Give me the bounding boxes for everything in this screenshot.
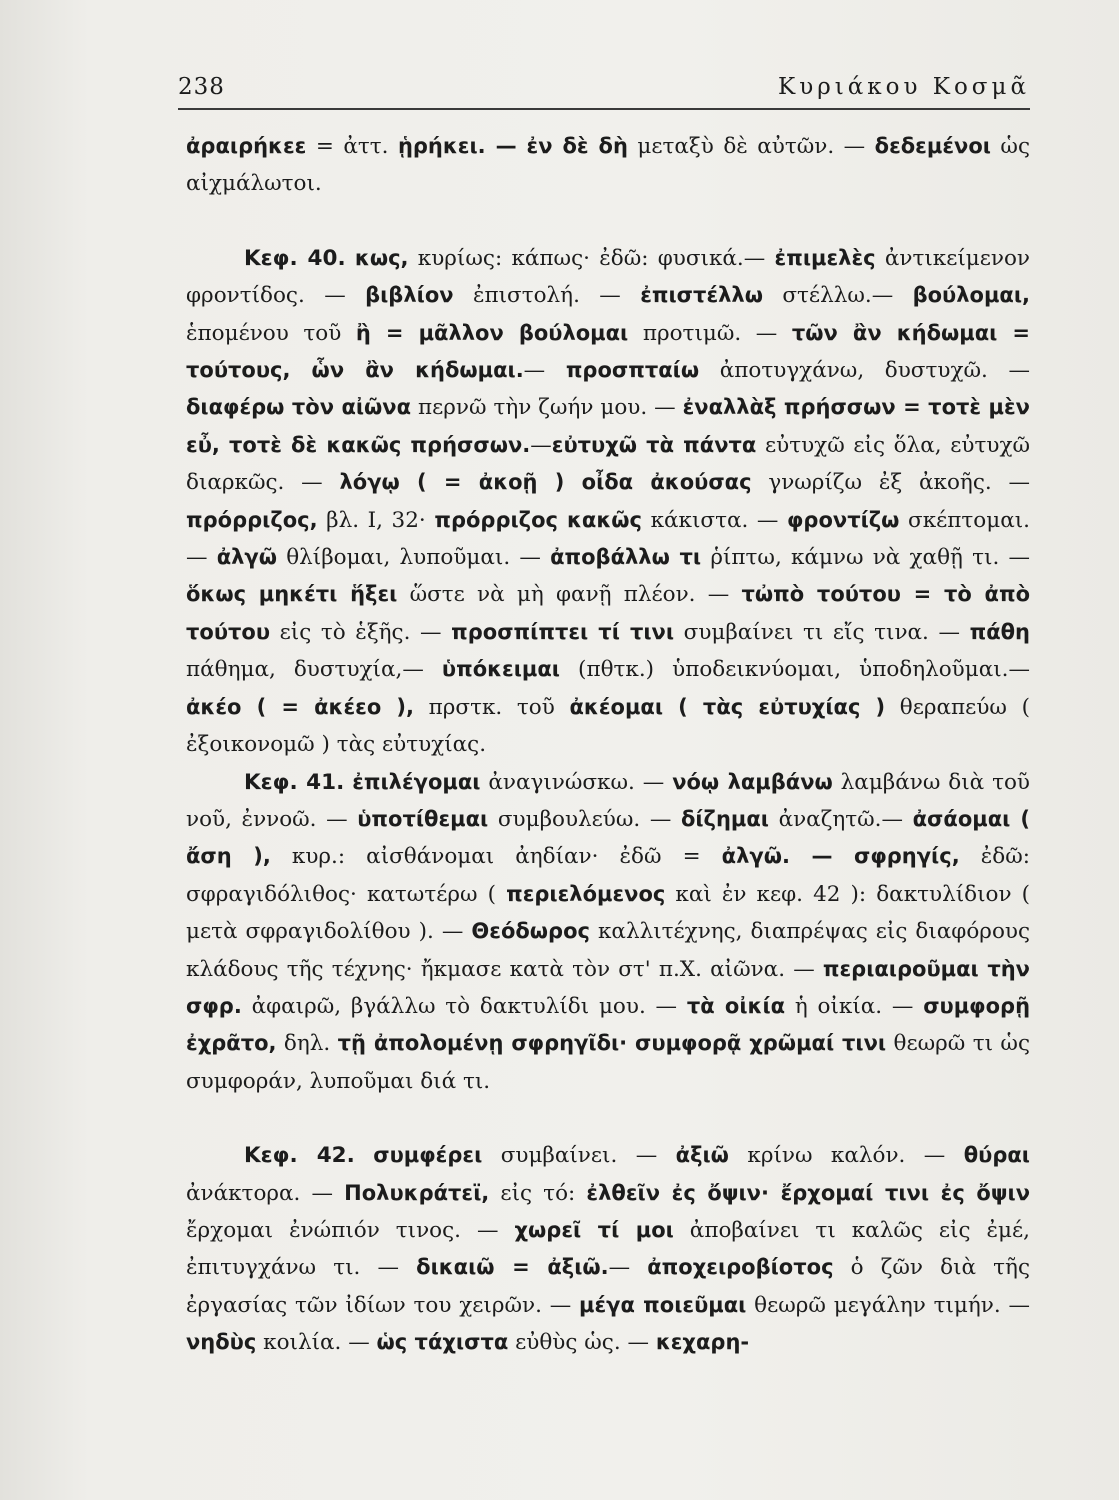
gloss-text: θεωρῶ τι ὡς συμφοράν, λυποῦμαι διά τι. (186, 1031, 1030, 1094)
lemma-text: ἀποχειροβίοτος (647, 1255, 834, 1280)
page-number: 238 (178, 74, 225, 100)
gloss-text: συμβουλεύω. — (488, 806, 681, 832)
lemma-text: δίζημαι (680, 806, 769, 831)
gloss-text: ἀντικείμενον φροντίδος. — (186, 245, 1030, 309)
gloss-text: ἀναγινώσκω. — (480, 769, 673, 795)
lemma-text: νηδὺς (186, 1330, 257, 1355)
gloss-text: κυρίως: κάπως· ἐδῶ: φυσικά.— (408, 245, 775, 271)
gloss-text: (πθτκ.) ὑποδεικνύομαι, ὑποδηλοῦμαι.— (559, 657, 1030, 683)
gloss-text: ἀνάκτορα. — (186, 1180, 345, 1206)
gloss-text: πρστκ. τοῦ (413, 694, 570, 720)
gloss-text: — (608, 1255, 648, 1281)
lemma-text: Πολυκράτεϊ, (344, 1180, 490, 1205)
gloss-text: ἀποτυγχάνω, δυστυχῶ. — (699, 358, 1030, 384)
gloss-text: μεταξὺ δὲ αὐτῶν. — (627, 134, 875, 159)
lemma-text: συμφορῇ ἐχρᾶτο, (186, 993, 1031, 1056)
lemma-text: ὑπόκειμαι (441, 657, 560, 682)
lemma-text: ᾑρήκει. — ἐν δὲ δὴ (397, 134, 628, 158)
gloss-text: κοιλία. — (256, 1330, 377, 1356)
lemma-text: διαφέρω τὸν αἰῶνα (186, 395, 412, 420)
lemma-text: περιελόμενος (506, 881, 666, 906)
lemma-text: ὑποτίθεμαι (357, 806, 489, 831)
gloss-text: πάθημα, δυστυχία,— (186, 657, 442, 683)
gloss-text: θεραπεύω ( ἐξοικονομῶ ) τὰς εὐτυχίας. (186, 694, 1030, 758)
lemma-text: πρόρριζος, (186, 507, 318, 532)
lemma-text: ὅκως μηκέτι ἥξει (186, 582, 398, 607)
gloss-text: ἀφαιρῶ, βγάλλω τὸ δακτυλίδι μου. — (241, 993, 687, 1019)
lemma-text: φροντίζω (787, 507, 900, 532)
lemma-text: ἐπιμελὲς (774, 245, 876, 270)
gloss-text: προτιμῶ. — (628, 320, 792, 346)
gloss-text: κυρ.: αἰσθάνομαι ἀηδίαν· ἐδῶ = (270, 844, 722, 870)
lemma-text: συμφέρει (373, 1143, 483, 1168)
commentary-body (186, 128, 1030, 1362)
gloss-text: θλίβομαι, λυποῦμαι. — (277, 545, 551, 571)
gloss-text: ἐδῶ: σφραγιδόλιθος· κατωτέρω ( (186, 844, 1030, 907)
lemma-text: ἀλγῶ (216, 545, 277, 570)
lemma-text: μέγα ποιεῦμαι (579, 1292, 747, 1317)
gloss-text: — (530, 432, 552, 458)
lemma-text: δικαιῶ = ἀξιῶ. (416, 1255, 609, 1280)
page-header (178, 68, 1030, 110)
gloss-text: ἀποβαίνει τι καλῶς εἰς ἐμέ, ἐπιτυγχάνω τι. — (186, 1217, 1030, 1281)
gloss-text: ὥστε νὰ μὴ φανῇ πλέον. — (397, 582, 742, 608)
lemma-text: ἀσάομαι ( ἄση ), (186, 806, 1030, 869)
gloss-text: θεωρῶ μεγάλην τιμήν. — (746, 1292, 1030, 1318)
gloss-text: περνῶ τὴν ζωήν μου. — (411, 395, 683, 421)
gloss-text: συμβαίνει. — (482, 1143, 676, 1169)
gloss-text: = ἀττ. (306, 134, 398, 159)
lemma-text: ἐλθεῖν ἐς ὄψιν· ἔρχομαί τινι ἐς ὄψιν (586, 1180, 1030, 1205)
gloss-text: ῥίπτω, κάμνω νὰ χαθῇ τι. — (701, 545, 1030, 571)
gloss-text: δηλ. (276, 1031, 338, 1057)
paragraph-gap (186, 203, 1030, 240)
lemma-text: πάθη (969, 619, 1030, 644)
lemma-text: εὐτυχῶ τὰ πάντα (551, 432, 757, 457)
gloss-text: βλ. I, 32· (317, 507, 435, 533)
lemma-text: χωρεῖ τί μοι (514, 1217, 674, 1242)
lemma-text: πρόρριζος κακῶς (434, 507, 642, 532)
lemma-text: προσπίπτει τί τινι (451, 619, 675, 644)
lemma-text: κεχαρη- (655, 1330, 750, 1355)
gloss-text: στέλλω.— (762, 283, 913, 309)
gloss-text: ἡ οἰκία. — (785, 993, 924, 1019)
lemma-text: βούλομαι, (912, 283, 1030, 308)
lemma-text: κως, (354, 245, 409, 270)
lemma-text: ἐναλλὰξ πρήσσων = τοτὲ μὲν εὖ, τοτὲ δὲ κακῶς πρήσσων. (186, 395, 1030, 457)
gloss-text: εἰς τὸ ἑξῆς. — (270, 619, 452, 645)
gloss-text: ἔρχομαι ἐνώπιόν τινος. — (186, 1217, 515, 1243)
lemma-text: ἀκέο ( = ἀκέεο ), (186, 694, 414, 719)
lemma-text: ἀλγῶ. — σφρηγίς, (721, 844, 960, 869)
gloss-text: ὁ ζῶν διὰ τῆς ἐργασίας τῶν ἰδίων του χειρῶν. — (186, 1255, 1030, 1318)
gloss-text: ἐπιστολή. — (453, 283, 641, 309)
lemma-text: νόῳ λαμβάνω (672, 769, 833, 794)
paragraph-chapter-42 (186, 1137, 1030, 1361)
gloss-text: εὐτυχῶ εἰς ὅλα, εὐτυχῶ διαρκῶς. — (186, 432, 1031, 496)
lemma-text: ἀποβάλλω τι (550, 545, 702, 570)
gloss-text: σκέπτομαι. — (186, 507, 1031, 571)
lemma-text: τῶν ἂν κήδωμαι = τούτους, ὧν ἂν κήδωμαι. (186, 320, 1030, 383)
gloss-text: συμβαίνει τι εἴς τινα. — (674, 619, 970, 645)
lemma-text: περιαιροῦμαι τὴν σφρ. (186, 956, 1030, 1018)
lemma-text: ἢ = μᾶλλον βούλομαι (355, 320, 629, 345)
gloss-text: ἑπομένου τοῦ (186, 320, 356, 346)
lemma-text: ὡς τάχιστα (376, 1330, 509, 1355)
gloss-text: λαμβάνω διὰ τοῦ νοῦ, ἐννοῶ. — (186, 769, 1030, 832)
lemma-text: τὠπὸ τούτου = τὸ ἀπὸ τούτου (186, 582, 1030, 644)
lemma-text: ἀραιρήκεε (186, 134, 307, 158)
lemma-text: δεδεμένοι (874, 134, 991, 158)
gloss-text: ἀναζητῶ.— (768, 806, 913, 832)
lemma-text: λόγῳ ( = ἀκοῇ ) οἶδα ἀκούσας (339, 470, 752, 495)
gloss-text: ὡς αἰχμάλωτοι. (186, 134, 1030, 197)
lemma-text: ἐπιλέγομαι (352, 769, 481, 794)
lemma-text: ἀκέομαι ( τὰς εὐτυχίας ) (569, 694, 886, 719)
gloss-text: γνωρίζω ἐξ ἀκοῆς. — (751, 470, 1030, 496)
running-head: Κυριάκου Κοσμᾶ (778, 74, 1030, 100)
paragraph-gap (186, 1100, 1030, 1137)
lemma-text: ἀξιῶ (675, 1143, 729, 1168)
gloss-text: εὐθὺς ὡς. — (508, 1330, 656, 1356)
paragraph-chapter-41 (186, 764, 1030, 1101)
lemma-text: ἐπιστέλλω (640, 283, 763, 308)
gloss-text: εἰς τό: (489, 1180, 587, 1206)
gloss-text: — (523, 358, 566, 384)
gloss-text: κάκιστα. — (641, 507, 787, 533)
gloss-text: καλλιτέχνης, διαπρέψας εἰς διαφόρους κλάδους τῆς τέχνης· ἤκμασε κατὰ τὸν στ' π.Χ. αἰῶνα. — (186, 919, 1030, 982)
chapter-heading-42: Κεφ. 42. (244, 1143, 355, 1169)
lemma-text: θύραι (963, 1143, 1030, 1168)
paragraph-chapter-40 (186, 240, 1030, 764)
lemma-text: βιβλίον (365, 283, 454, 308)
chapter-heading-41: Κεφ. 41. (244, 769, 345, 795)
lemma-text: προσπταίω (565, 358, 700, 383)
lemma-text: Θεόδωρος (471, 919, 590, 944)
lemma-text: τῇ ἀπολομένῃ σφρηγῖδι· συμφορᾷ χρῶμαί τινι (337, 1031, 887, 1056)
gloss-text: καὶ ἐν κεφ. 42 ): δακτυλίδιον ( μετὰ σφραγιδολίθου ). — (186, 881, 1030, 945)
paragraph-intro (186, 128, 1030, 203)
chapter-heading-40: Κεφ. 40. (244, 245, 346, 271)
gloss-text: κρίνω καλόν. — (728, 1143, 964, 1169)
lemma-text: τὰ οἰκία (686, 993, 786, 1018)
